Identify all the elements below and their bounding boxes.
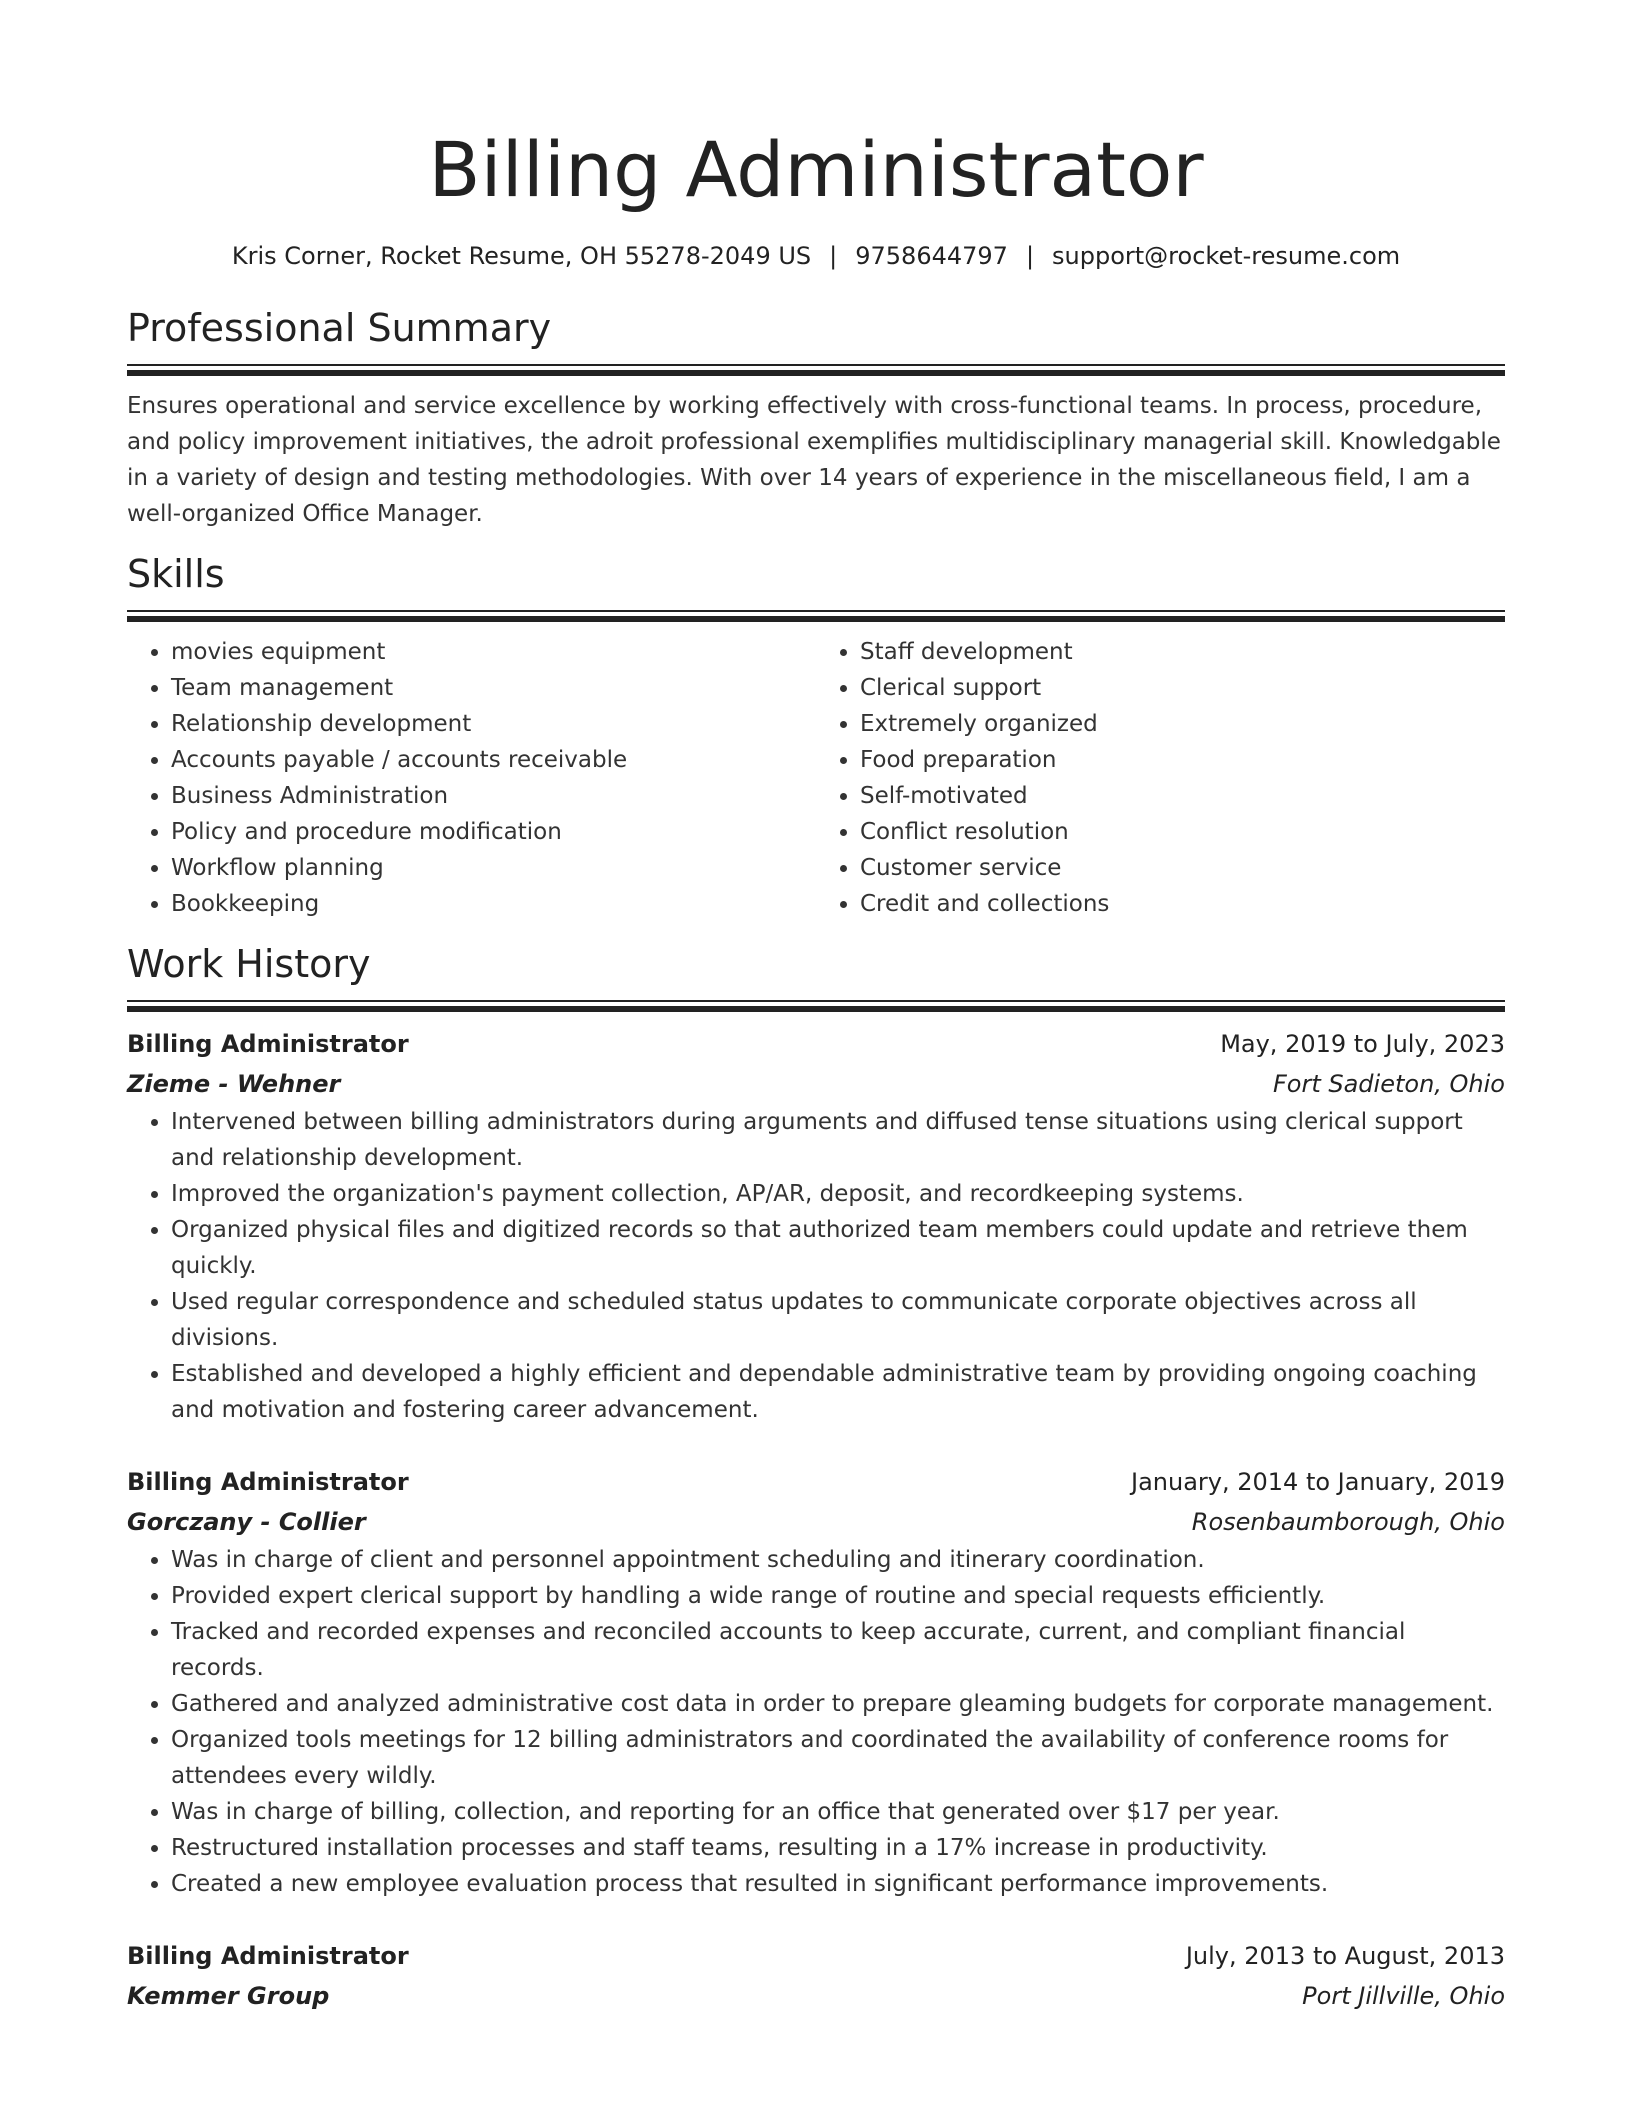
skill-item: • Conflict resolution [860,814,1505,850]
job-bullet: • Was in charge of client and personnel appointment scheduling and itinerary coordination. [171,1542,1505,1578]
skill-item: • movies equipment [171,634,816,670]
job-header [127,1936,1505,1976]
job-bullet: • Created a new employee evaluation process that resulted in significant performance improvements. [171,1866,1505,1902]
skill-item: • Policy and procedure modification [171,814,816,850]
job-subheader [127,1976,1505,2016]
section-divider [127,1000,1505,1012]
skill-item: • Business Administration [171,778,816,814]
job-entry [127,1462,1505,1902]
job-bullet-list [127,1542,1505,1902]
skill-item: • Relationship development [171,706,816,742]
job-title: Billing Administrator [127,1942,409,1970]
job-company: Kemmer Group [127,1982,330,2010]
job-header [127,1024,1505,1064]
skill-item: • Self-motivated [860,778,1505,814]
skill-item: • Clerical support [860,670,1505,706]
skill-item: • Food preparation [860,742,1505,778]
job-header [127,1462,1505,1502]
job-dates: January, 2014 to January, 2019 [1131,1468,1505,1496]
summary-text: Ensures operational and service excellence by working effectively with cross-functional teams. In process, procedure, and policy improvement initiatives, the adroit professional exemplifies multidisciplinary managerial skill. Knowledgable in a variety of design and testing methodologies. With over 14 years of experience in the miscellaneous field, I am a well-organized Office Manager. [127,393,1501,527]
job-bullet: • Was in charge of billing, collection, and reporting for an office that generated over $17 per year. [171,1794,1505,1830]
skills-list-right [816,634,1505,922]
skill-item: • Staff development [860,634,1505,670]
job-entry [127,1936,1505,2016]
contact-line [127,240,1505,272]
job-subheader [127,1502,1505,1542]
section-divider [127,364,1505,376]
job-title: Billing Administrator [127,1030,409,1058]
work-history-section [127,940,1505,2016]
contact-separator: | [829,242,838,270]
job-subheader [127,1064,1505,1104]
section-heading-work-history: Work History [127,942,371,986]
resume-title: Billing Administrator [428,125,1204,214]
job-bullet: • Organized tools meetings for 12 billing administrators and coordinated the availability of conference rooms for attendees every wildly. [171,1722,1505,1794]
job-dates: May, 2019 to July, 2023 [1220,1030,1505,1058]
job-location: Rosenbaumborough, Ohio [1191,1508,1505,1536]
skill-item: • Extremely organized [860,706,1505,742]
job-bullet-list [127,1104,1505,1428]
job-company: Zieme - Wehner [127,1070,341,1098]
skill-item: • Bookkeeping [171,886,816,922]
contact-phone: 9758644797 [855,242,1008,270]
job-bullet: • Used regular correspondence and scheduled status updates to communicate corporate objectives across all divisions. [171,1284,1505,1356]
job-bullet: • Established and developed a highly efficient and dependable administrative team by providing ongoing coaching and motivation and fostering career advancement. [171,1356,1505,1428]
job-location: Port Jillville, Ohio [1302,1982,1505,2010]
section-heading-summary: Professional Summary [127,306,552,350]
skills-column-right [816,634,1505,922]
skills-columns [127,634,1505,922]
job-bullet: • Gathered and analyzed administrative cost data in order to prepare gleaming budgets for corporate management. [171,1686,1505,1722]
job-bullet: • Tracked and recorded expenses and reconciled accounts to keep accurate, current, and compliant financial records. [171,1614,1505,1686]
section-heading-skills: Skills [127,552,225,596]
skill-item: • Customer service [860,850,1505,886]
job-bullet: • Provided expert clerical support by handling a wide range of routine and special requests efficiently. [171,1578,1505,1614]
job-entry [127,1024,1505,1428]
job-dates: July, 2013 to August, 2013 [1185,1942,1505,1970]
job-company: Gorczany - Collier [127,1508,366,1536]
skill-item: • Accounts payable / accounts receivable [171,742,816,778]
section-divider [127,610,1505,622]
skills-column-left [127,634,816,922]
summary-section [127,304,1505,532]
skills-section [127,550,1505,922]
contact-email: support@rocket-resume.com [1052,242,1401,270]
contact-separator: | [1025,242,1035,270]
job-bullet: • Intervened between billing administrators during arguments and diffused tense situations using clerical support and relationship development. [171,1104,1505,1176]
skills-list-left [127,634,816,922]
job-bullet: • Improved the organization's payment collection, AP/AR, deposit, and recordkeeping systems. [171,1176,1505,1212]
contact-address: Kris Corner, Rocket Resume, OH 55278-2049 US [231,242,812,270]
skill-item: • Credit and collections [860,886,1505,922]
job-bullet: • Restructured installation processes and staff teams, resulting in a 17% increase in productivity. [171,1830,1505,1866]
job-title: Billing Administrator [127,1468,409,1496]
skill-item: • Team management [171,670,816,706]
job-location: Fort Sadieton, Ohio [1272,1070,1505,1098]
job-bullet: • Organized physical files and digitized records so that authorized team members could update and retrieve them quickly. [171,1212,1505,1284]
skill-item: • Workflow planning [171,850,816,886]
